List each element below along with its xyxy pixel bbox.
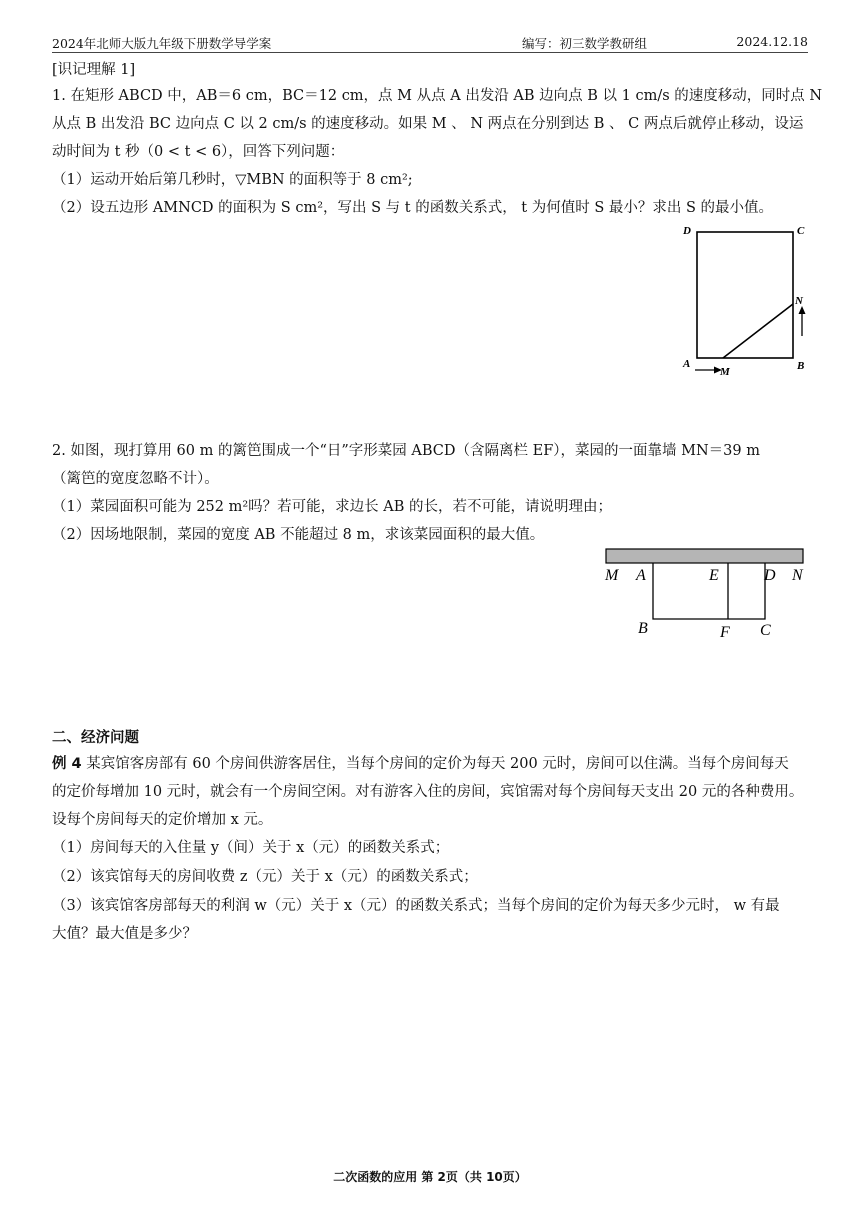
section-label: [识记理解 1]: [52, 62, 136, 78]
example4-line1: [52, 753, 808, 775]
header-author: 编写：初三数学教研组: [522, 36, 648, 51]
example4-question3a: （3）该宾馆客房部每天的利润 w（元）关于 x（元）的函数关系式；当每个房间的定价为每天多少元时， w 有最: [52, 898, 780, 914]
label-m: M: [605, 567, 619, 584]
page-footer: 二次函数的应用 第 2页（共 10页）: [333, 1170, 527, 1184]
label-n: N: [792, 567, 803, 584]
example4-question3b: 大值？最大值是多少？: [52, 926, 197, 942]
problem2-line2: （篱笆的宽度忽略不计）。: [52, 471, 219, 487]
problem2-question2: （2）因场地限制，菜园的宽度 AB 不能超过 8 m，求该菜园面积的最大值。: [52, 527, 545, 543]
rectangle-figure: [678, 222, 810, 380]
example4-line2: 的定价每增加 10 元时，就会有一个房间空闲。对有游客入住的房间，宾馆需对每个房间每天支出 20 元的各种费用。: [52, 784, 804, 800]
label-c: C: [760, 622, 771, 639]
example4-question1: （1）房间每天的入住量 y（间）关于 x（元）的函数关系式；: [52, 840, 450, 856]
label-d: D: [683, 225, 691, 237]
example4-text: 某宾馆客房部有 60 个房间供游客居住，当每个房间的定价为每天 200 元时，房间可以住满。当每个房间每天: [81, 756, 789, 772]
label-m: M: [720, 366, 730, 378]
example4-line3: 设每个房间每天的定价增加 x 元。: [52, 812, 273, 828]
label-b: B: [797, 360, 805, 372]
garden-figure: [600, 544, 810, 644]
label-c: C: [797, 225, 805, 237]
label-d: D: [764, 567, 776, 584]
example-label: 例 4: [52, 756, 82, 772]
problem1-line1: 1. 在矩形 ABCD 中，AB＝6 cm，BC＝12 cm，点 M 从点 A 出发沿 AB 边向点 B 以 1 cm/s 的速度移动，同时点 N: [52, 88, 823, 104]
header-date: 2024.12.18: [736, 34, 808, 49]
problem2-question1: （1）菜园面积可能为 252 m²吗？若可能，求边长 AB 的长，若不可能，请说明理由；: [52, 499, 613, 515]
label-f: F: [720, 624, 730, 641]
problem1-question2: （2）设五边形 AMNCD 的面积为 S cm²，写出 S 与 t 的函数关系式， t 为何值时 S 最小？求出 S 的最小值。: [52, 200, 774, 216]
example4-question2: （2）该宾馆每天的房间收费 z（元）关于 x（元）的函数关系式；: [52, 869, 478, 885]
section-title: 二、经济问题: [52, 730, 139, 746]
label-a: A: [683, 358, 691, 370]
problem1-line2: 从点 B 出发沿 BC 边向点 C 以 2 cm/s 的速度移动。如果 M 、 N 两点在分别到达 B 、 C 两点后就停止移动，设运: [52, 116, 804, 132]
label-b: B: [638, 620, 648, 637]
problem1-line3: 动时间为 t 秒（0 < t < 6），回答下列问题：: [52, 144, 345, 160]
problem2-line1: 2. 如图，现打算用 60 m 的篱笆围成一个“日”字形菜园 ABCD（含隔离栏 EF），菜园的一面靠墙 MN＝39 m: [52, 443, 760, 459]
label-n: N: [795, 295, 803, 307]
label-a: A: [636, 567, 646, 584]
page-header: [52, 34, 808, 53]
label-e: E: [709, 567, 719, 584]
problem1-question1: （1）运动开始后第几秒时，▽MBN 的面积等于 8 cm²;: [52, 172, 413, 188]
header-title: 2024年北师大版九年级下册数学导学案: [52, 36, 272, 51]
